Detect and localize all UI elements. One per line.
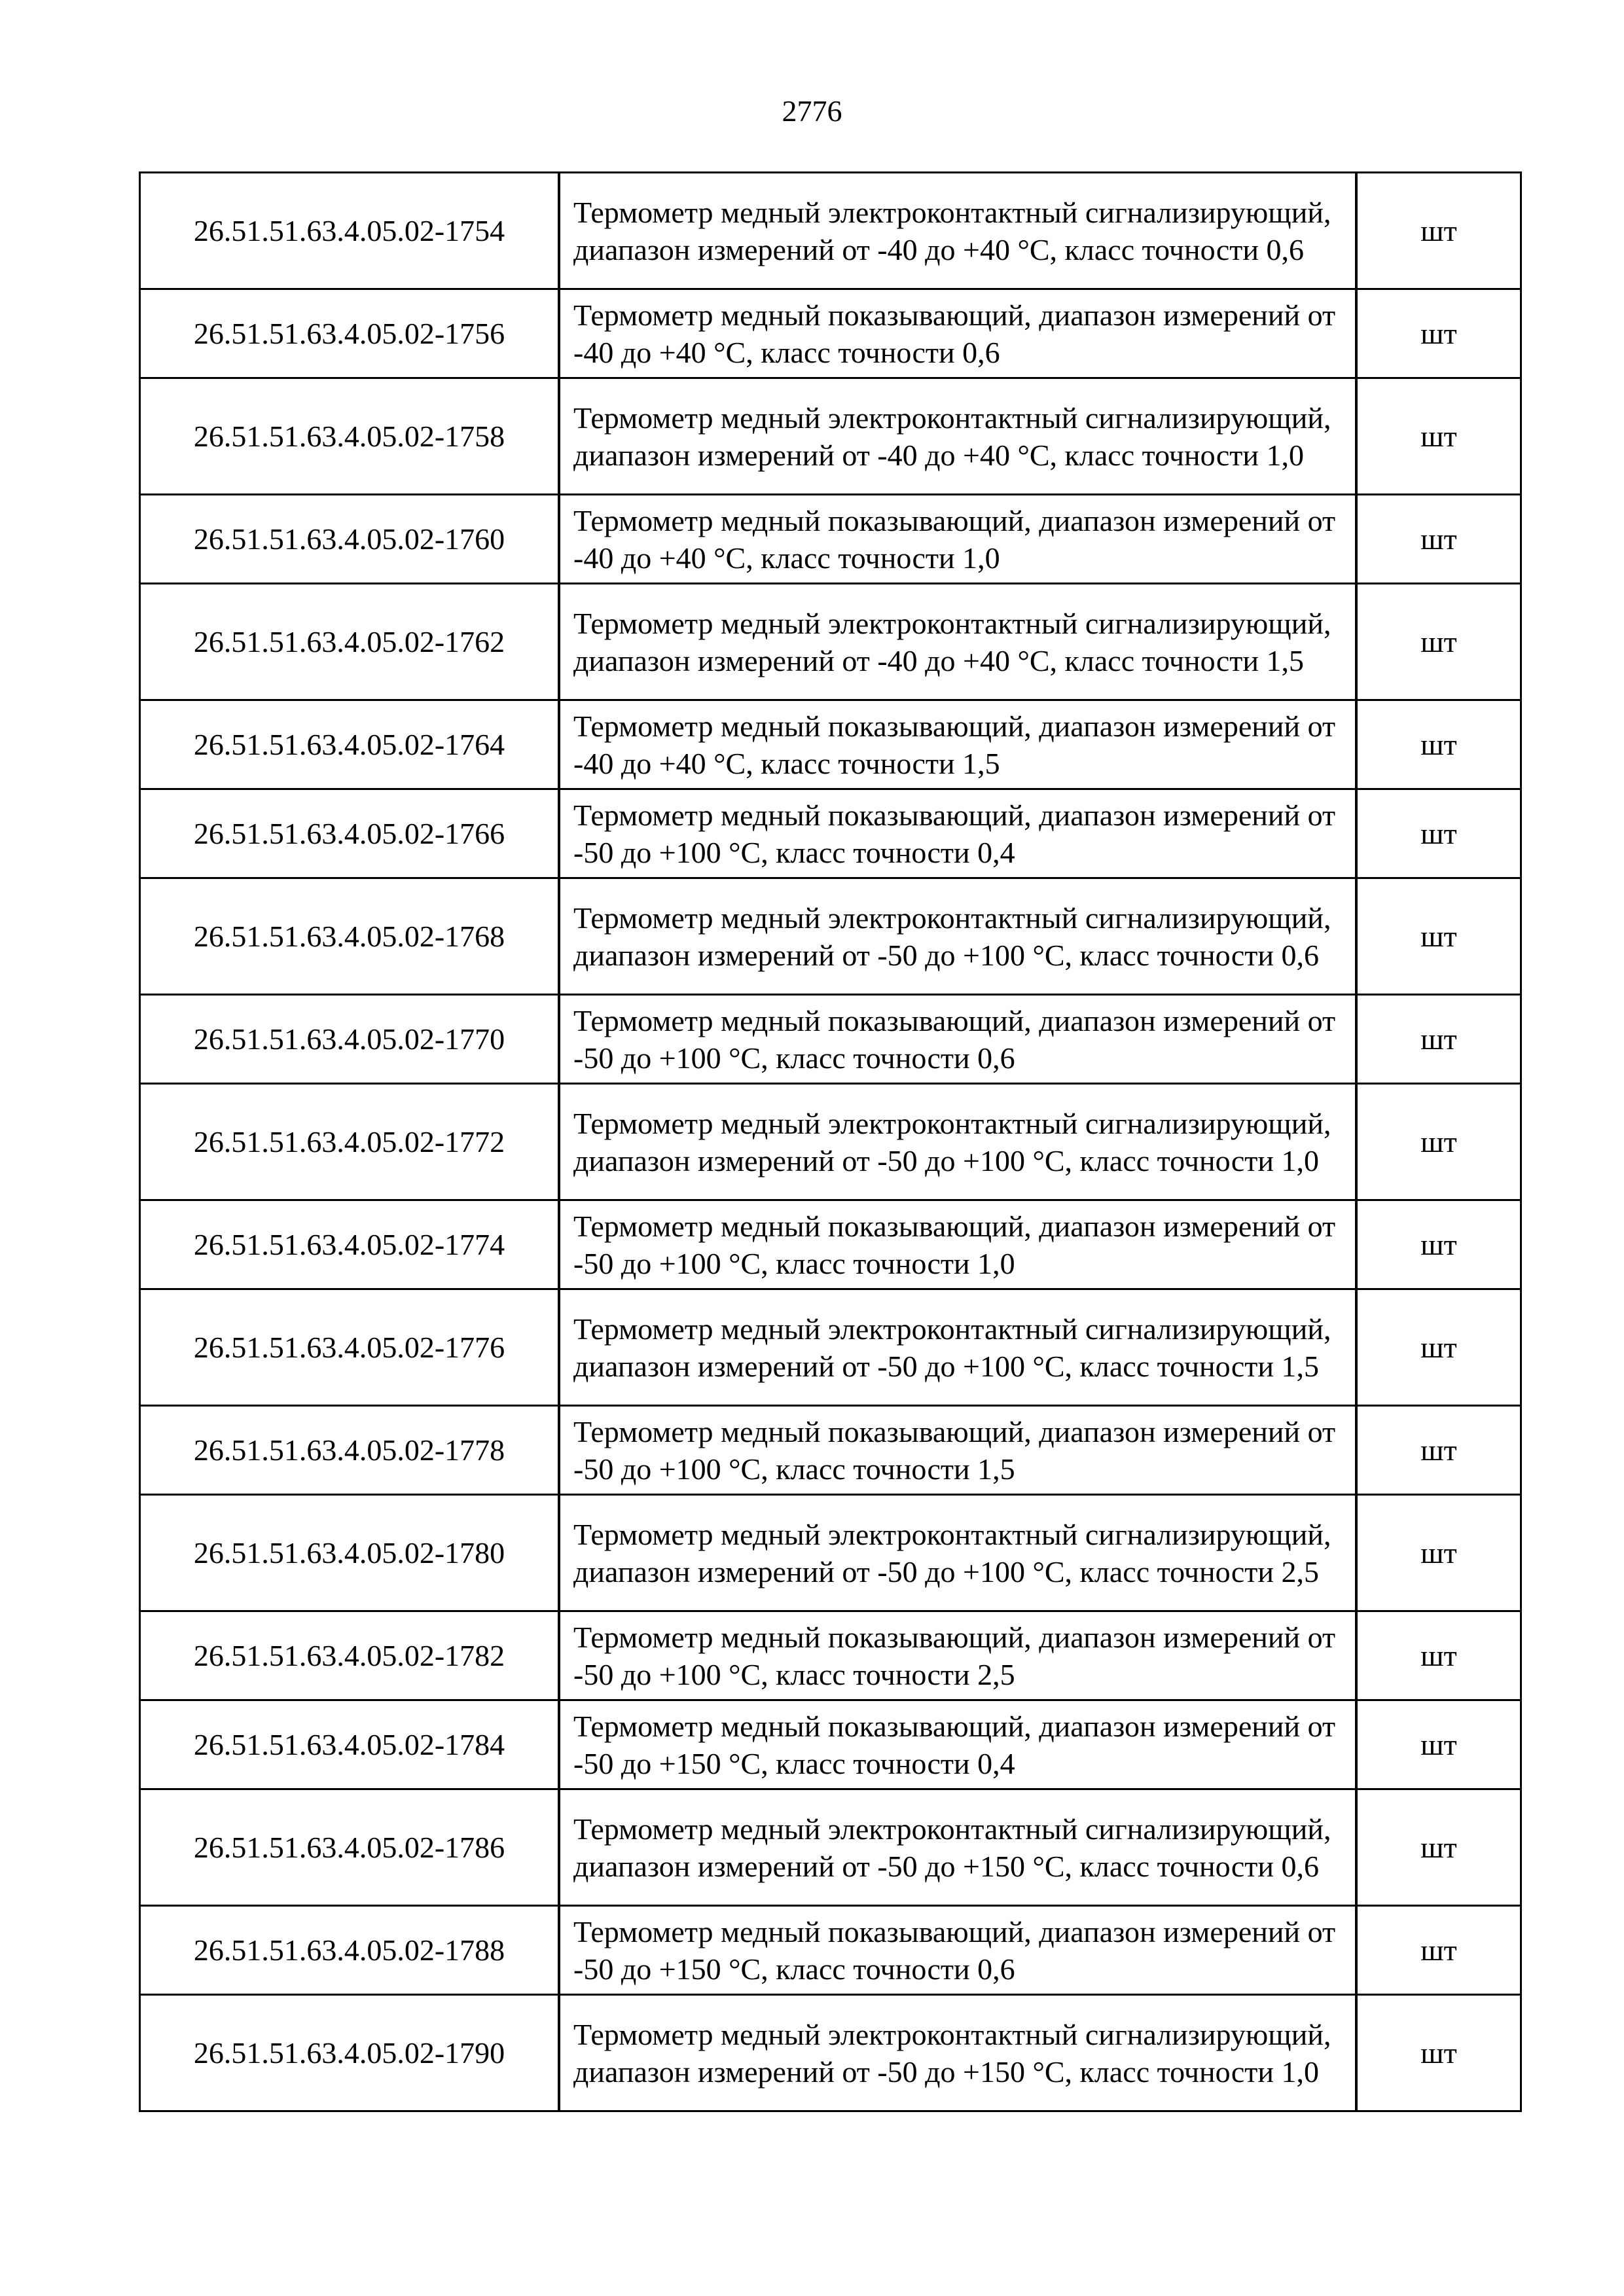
item-code: 26.51.51.63.4.05.02-1760 [140,495,560,584]
item-code: 26.51.51.63.4.05.02-1758 [140,378,560,495]
table-row [140,700,1521,789]
item-description: Термометр медный показывающий, диапазон измерений от -50 до +100 °С, класс точности 0,4 [559,789,1356,878]
page-number: 2776 [782,94,842,128]
item-unit: шт [1356,1906,1521,1995]
item-code: 26.51.51.63.4.05.02-1766 [140,789,560,878]
item-description: Термометр медный электроконтактный сигнализирующий, диапазон измерений от -50 до +100 °С, класс точности 1,0 [559,1084,1356,1200]
item-description: Термометр медный показывающий, диапазон измерений от -40 до +40 °С, класс точности 1,0 [559,495,1356,584]
item-description: Термометр медный показывающий, диапазон измерений от -50 до +150 °С, класс точности 0,4 [559,1700,1356,1789]
table-row [140,1406,1521,1495]
table-row [140,1906,1521,1995]
item-description: Термометр медный показывающий, диапазон измерений от -40 до +40 °С, класс точности 0,6 [559,289,1356,378]
item-description: Термометр медный показывающий, диапазон измерений от -40 до +40 °С, класс точности 1,5 [559,700,1356,789]
table-row [140,1200,1521,1289]
item-code: 26.51.51.63.4.05.02-1780 [140,1495,560,1611]
item-code: 26.51.51.63.4.05.02-1786 [140,1789,560,1906]
table-row [140,289,1521,378]
item-unit: шт [1356,1084,1521,1200]
table-row [140,1495,1521,1611]
item-unit: шт [1356,1200,1521,1289]
table-row [140,378,1521,495]
item-unit: шт [1356,995,1521,1084]
item-unit: шт [1356,1611,1521,1700]
item-description: Термометр медный показывающий, диапазон измерений от -50 до +100 °С, класс точности 0,6 [559,995,1356,1084]
item-unit: шт [1356,289,1521,378]
item-description: Термометр медный электроконтактный сигнализирующий, диапазон измерений от -50 до +100 °С, класс точности 2,5 [559,1495,1356,1611]
item-description: Термометр медный показывающий, диапазон измерений от -50 до +100 °С, класс точности 1,0 [559,1200,1356,1289]
item-description: Термометр медный электроконтактный сигнализирующий, диапазон измерений от -50 до +150 °С, класс точности 1,0 [559,1995,1356,2111]
item-unit: шт [1356,1995,1521,2111]
item-unit: шт [1356,1406,1521,1495]
table-row [140,1611,1521,1700]
item-code: 26.51.51.63.4.05.02-1772 [140,1084,560,1200]
item-code: 26.51.51.63.4.05.02-1764 [140,700,560,789]
item-unit: шт [1356,1789,1521,1906]
item-code: 26.51.51.63.4.05.02-1784 [140,1700,560,1789]
item-description: Термометр медный электроконтактный сигнализирующий, диапазон измерений от -40 до +40 °С, класс точности 1,5 [559,584,1356,700]
table-row [140,173,1521,289]
table-row [140,584,1521,700]
item-code: 26.51.51.63.4.05.02-1790 [140,1995,560,2111]
table-row [140,878,1521,995]
item-code: 26.51.51.63.4.05.02-1770 [140,995,560,1084]
item-unit: шт [1356,1700,1521,1789]
item-unit: шт [1356,1495,1521,1611]
item-unit: шт [1356,878,1521,995]
item-code: 26.51.51.63.4.05.02-1756 [140,289,560,378]
item-code: 26.51.51.63.4.05.02-1782 [140,1611,560,1700]
item-code: 26.51.51.63.4.05.02-1788 [140,1906,560,1995]
item-code: 26.51.51.63.4.05.02-1776 [140,1289,560,1406]
item-code: 26.51.51.63.4.05.02-1778 [140,1406,560,1495]
table-row [140,1700,1521,1789]
table-row [140,1289,1521,1406]
table-row [140,1789,1521,1906]
item-description: Термометр медный показывающий, диапазон измерений от -50 до +100 °С, класс точности 2,5 [559,1611,1356,1700]
item-description: Термометр медный электроконтактный сигнализирующий, диапазон измерений от -40 до +40 °С, класс точности 1,0 [559,378,1356,495]
table-row [140,789,1521,878]
item-unit: шт [1356,700,1521,789]
item-description: Термометр медный электроконтактный сигнализирующий, диапазон измерений от -50 до +100 °С, класс точности 0,6 [559,878,1356,995]
item-code: 26.51.51.63.4.05.02-1762 [140,584,560,700]
item-unit: шт [1356,495,1521,584]
item-code: 26.51.51.63.4.05.02-1754 [140,173,560,289]
item-code: 26.51.51.63.4.05.02-1774 [140,1200,560,1289]
item-unit: шт [1356,584,1521,700]
item-unit: шт [1356,173,1521,289]
item-unit: шт [1356,1289,1521,1406]
item-unit: шт [1356,789,1521,878]
item-description: Термометр медный электроконтактный сигнализирующий, диапазон измерений от -50 до +100 °С, класс точности 1,5 [559,1289,1356,1406]
table-row [140,495,1521,584]
items-table [139,171,1522,2112]
table-row [140,995,1521,1084]
item-code: 26.51.51.63.4.05.02-1768 [140,878,560,995]
item-unit: шт [1356,378,1521,495]
item-description: Термометр медный показывающий, диапазон измерений от -50 до +100 °С, класс точности 1,5 [559,1406,1356,1495]
table-row [140,1084,1521,1200]
item-description: Термометр медный электроконтактный сигнализирующий, диапазон измерений от -40 до +40 °С, класс точности 0,6 [559,173,1356,289]
item-description: Термометр медный показывающий, диапазон измерений от -50 до +150 °С, класс точности 0,6 [559,1906,1356,1995]
table-row [140,1995,1521,2111]
item-description: Термометр медный электроконтактный сигнализирующий, диапазон измерений от -50 до +150 °С, класс точности 0,6 [559,1789,1356,1906]
